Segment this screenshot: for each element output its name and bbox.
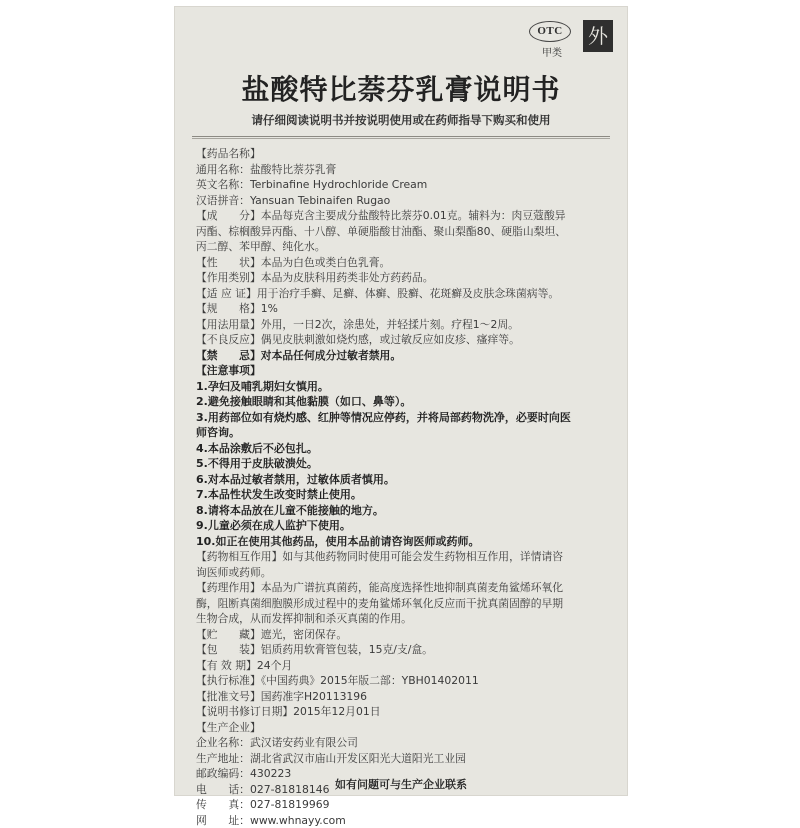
revision-date: 【说明书修订日期】2015年12月01日: [196, 704, 612, 720]
manufacturer-website: 网 址：www.whnayy.com: [196, 813, 612, 828]
composition-line: 丙二醇、苯甲醇、纯化水。: [196, 239, 612, 255]
indications: 【适 应 证】用于治疗手癣、足癣、体癣、股癣、花斑癣及皮肤念珠菌病等。: [196, 286, 612, 302]
divider: [192, 136, 610, 137]
precaution-item: 师咨询。: [196, 425, 612, 441]
adverse-reactions: 【不良反应】偶见皮肤刺激如烧灼感，或过敏反应如皮疹、瘙痒等。: [196, 332, 612, 348]
properties: 【性 状】本品为白色或类白色乳膏。: [196, 255, 612, 271]
precaution-item: 1.孕妇及哺乳期妇女慎用。: [196, 379, 612, 395]
section-drug-name: 【药品名称】: [196, 146, 612, 162]
package: 【包 装】铝质药用软膏管包装，15克/支/盒。: [196, 642, 612, 658]
pharmacology-line: 【药理作用】本品为广谱抗真菌药，能高度选择性地抑制真菌麦角鲨烯环氧化: [196, 580, 612, 596]
english-name: 英文名称：Terbinafine Hydrochloride Cream: [196, 177, 612, 193]
pharmacology-line: 酶，阻断真菌细胞膜形成过程中的麦角鲨烯环氧化反应而干扰真菌固醇的早期: [196, 596, 612, 612]
instruction-sheet: [174, 6, 628, 796]
precaution-item: 10.如正在使用其他药品，使用本品前请咨询医师或药师。: [196, 534, 612, 550]
manufacturer-name: 企业名称：武汉诺安药业有限公司: [196, 735, 612, 751]
contraindications: 【禁 忌】对本品任何成分过敏者禁用。: [196, 348, 612, 364]
specification: 【规 格】1%: [196, 301, 612, 317]
composition-line: 丙酯、棕榈酸异丙酯、十八醇、单硬脂酸甘油酯、聚山梨酯80、硬脂山梨坦、: [196, 224, 612, 240]
validity: 【有 效 期】24个月: [196, 658, 612, 674]
instruction-body: [196, 146, 612, 828]
precaution-item: 9.儿童必须在成人监护下使用。: [196, 518, 612, 534]
storage: 【贮 藏】遮光，密闭保存。: [196, 627, 612, 643]
approval-number: 【批准文号】国药准字H20113196: [196, 689, 612, 705]
precaution-item: 6.对本品过敏者禁用，过敏体质者慎用。: [196, 472, 612, 488]
external-use-mark: 外: [583, 20, 613, 52]
manufacturer-address: 生产地址：湖北省武汉市庙山开发区阳光大道阳光工业园: [196, 751, 612, 767]
precaution-item: 3.用药部位如有烧灼感、红肿等情况应停药，并将局部药物洗净，必要时向医: [196, 410, 612, 426]
manufacturer-phone: 电 话：027-81818146: [196, 782, 612, 798]
composition-line: 【成 分】本品每克含主要成分盐酸特比萘芬0.01克。辅料为：肉豆蔻酸异: [196, 208, 612, 224]
generic-name: 通用名称：盐酸特比萘芬乳膏: [196, 162, 612, 178]
otc-badge: OTC: [529, 21, 571, 42]
precaution-item: 5.不得用于皮肤破溃处。: [196, 456, 612, 472]
precaution-item: 4.本品涂敷后不必包扎。: [196, 441, 612, 457]
otc-category: 甲类: [542, 44, 562, 59]
document-title: 盐酸特比萘芬乳膏说明书: [174, 68, 628, 108]
precaution-item: 7.本品性状发生改变时禁止使用。: [196, 487, 612, 503]
pharmacology-line: 生物合成，从而发挥抑制和杀灭真菌的作用。: [196, 611, 612, 627]
footer-note: 如有问题可与生产企业联系: [174, 776, 628, 792]
divider-thin: [192, 138, 610, 139]
precaution-item: 2.避免接触眼睛和其他黏膜（如口、鼻等）。: [196, 394, 612, 410]
pinyin-name: 汉语拼音：Yansuan Tebinaifen Rugao: [196, 193, 612, 209]
precaution-item: 8.请将本品放在儿童不能接触的地方。: [196, 503, 612, 519]
standard: 【执行标准】《中国药典》2015年版二部：YBH01402011: [196, 673, 612, 689]
section-precautions: 【注意事项】: [196, 363, 612, 379]
category: 【作用类别】本品为皮肤科用药类非处方药药品。: [196, 270, 612, 286]
manufacturer-postcode: 邮政编码：430223: [196, 766, 612, 782]
interactions-line: 【药物相互作用】如与其他药物同时使用可能会发生药物相互作用，详情请咨: [196, 549, 612, 565]
interactions-line: 询医师或药师。: [196, 565, 612, 581]
dosage: 【用法用量】外用，一日2次，涂患处，并轻揉片刻。疗程1～2周。: [196, 317, 612, 333]
section-manufacturer: 【生产企业】: [196, 720, 612, 736]
manufacturer-fax: 传 真：027-81819969: [196, 797, 612, 813]
document-subtitle: 请仔细阅读说明书并按说明使用或在药师指导下购买和使用: [174, 112, 628, 128]
